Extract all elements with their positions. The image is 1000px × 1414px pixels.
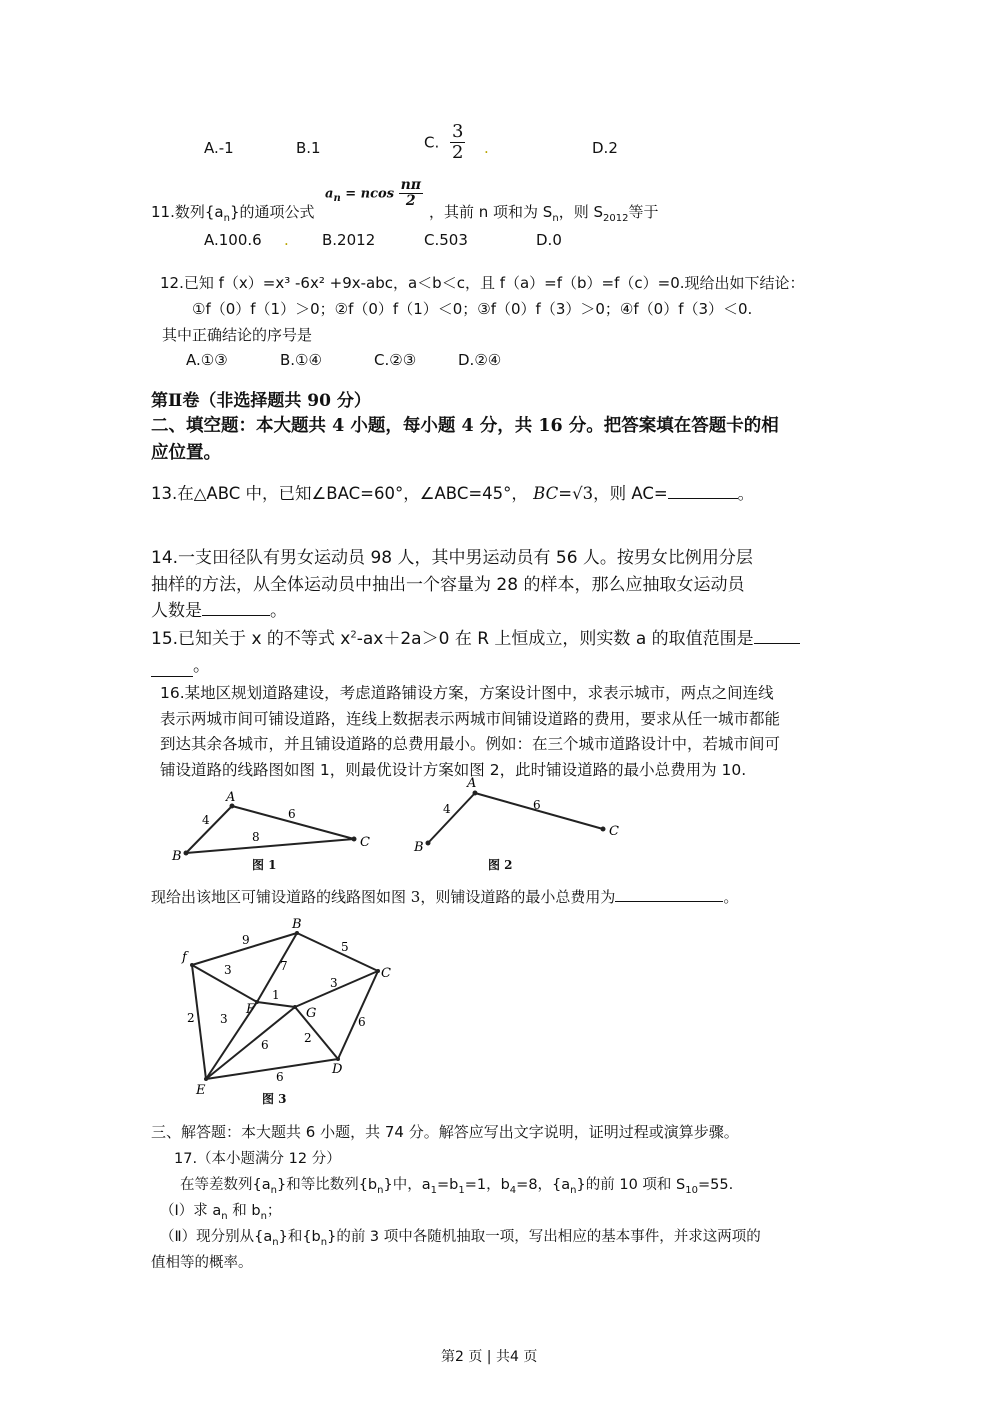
q17-p2c: }的前 3 项中各随机抽取一项，写出相应的基本事件，并求这两项的 bbox=[327, 1229, 761, 1245]
fig1-label-c: C bbox=[360, 835, 370, 850]
q10-option-c-label: C. bbox=[424, 133, 440, 152]
q17-part2 bbox=[160, 1225, 761, 1248]
formula-eq: = ncos bbox=[345, 186, 395, 202]
q16-line3: 到达其余各城市，并且铺设道路的总费用最小。例如：在三个城市道路设计中，若城市间可 bbox=[160, 735, 781, 753]
q13-prefix: 13.在△ABC 中，已知∠BAC=60°，∠ABC=45°， bbox=[151, 484, 528, 503]
section2-line2: 应位置。 bbox=[151, 443, 221, 463]
fig1-weight-ab: 4 bbox=[202, 813, 210, 827]
fig3-weight-EG: 6 bbox=[261, 1038, 269, 1052]
q17-p1a: （Ⅰ）求 a bbox=[160, 1203, 222, 1219]
q17-t8: =55. bbox=[697, 1177, 734, 1193]
fig3-weight-fE: 2 bbox=[187, 1011, 195, 1025]
q13-line bbox=[151, 480, 754, 504]
q17-p2b: }和{b bbox=[278, 1229, 321, 1245]
fig3-weight-FE: 3 bbox=[220, 1012, 228, 1026]
figure-3 bbox=[170, 915, 410, 1105]
q11-suffix3: 等于 bbox=[628, 203, 659, 221]
fig2-caption: 图 2 bbox=[488, 858, 513, 872]
formula-fraction bbox=[399, 178, 423, 210]
fig1-edge-bc bbox=[186, 839, 354, 853]
q15-suffix: -ax＋2a＞0 在 R 上恒成立，则实数 a 的取值范围是 bbox=[356, 629, 754, 649]
fig3-edges bbox=[192, 933, 378, 1079]
fig3-label-c: C bbox=[381, 966, 391, 981]
q17-t2: }和等比数列{b bbox=[276, 1177, 378, 1193]
fraction-denominator: 2 bbox=[405, 193, 416, 210]
q13-bc: BC= bbox=[533, 484, 573, 503]
q15-prefix: 15.已知关于 x 的不等式 x bbox=[151, 629, 351, 649]
q11-prefix: 11.数列{a bbox=[151, 203, 224, 221]
q12-option-d: D.②④ bbox=[458, 351, 502, 369]
q17-part1 bbox=[160, 1199, 281, 1222]
q11-dot: . bbox=[284, 231, 289, 249]
q10-option-c bbox=[424, 122, 465, 163]
q12-option-a: A.①③ bbox=[186, 351, 228, 369]
q15-end: 。 bbox=[193, 656, 210, 676]
fig1-node-b bbox=[184, 851, 189, 856]
q17-t6: =8，{a bbox=[516, 1177, 571, 1193]
q12-option-c: C.②③ bbox=[374, 351, 417, 369]
fig3-weight-fF: 3 bbox=[224, 963, 232, 977]
fig2-node-c bbox=[601, 827, 606, 832]
q11-suffix-sub: n bbox=[552, 213, 559, 224]
part2-title: 第Ⅱ卷（非选择题共 90 分） bbox=[151, 391, 371, 411]
q14-line2: 抽样的方法，从全体运动员中抽出一个容量为 28 的样本，那么应抽取女运动员 bbox=[151, 575, 745, 595]
fig3-weight-GC: 3 bbox=[330, 976, 338, 990]
fig3-weight-GD: 2 bbox=[304, 1031, 312, 1045]
q12-line2: ①f（0）f（1）＞0；②f（0）f（1）＜0；③f（0）f（3）＞0；④f（0）f（3）＜0. bbox=[192, 300, 753, 318]
q17-t7: }的前 10 项和 S bbox=[576, 1177, 686, 1193]
q14-line3-text: 人数是 bbox=[151, 601, 202, 621]
q17-sub-n-3: n bbox=[570, 1184, 577, 1196]
q16-line1: 16.某地区规划道路建设，考虑道路铺设方案，方案设计图中，求表示城市，两点之间连线 bbox=[160, 684, 774, 702]
q15-sup: 2 bbox=[350, 629, 357, 641]
fig3-edge-FG bbox=[257, 1002, 295, 1007]
fig3-weight-BC: 5 bbox=[341, 940, 349, 954]
q14-line1: 14.一支田径队有男女运动员 98 人，其中男运动员有 56 人。按男女比例用分层 bbox=[151, 548, 753, 568]
fig1-caption: 图 1 bbox=[252, 858, 277, 872]
q14-end: 。 bbox=[270, 601, 287, 621]
q12-line3: 其中正确结论的序号是 bbox=[162, 326, 313, 344]
q10-dot: . bbox=[484, 139, 489, 157]
fig3-label-d: D bbox=[332, 1062, 343, 1077]
q17-t3: }中，a bbox=[383, 1177, 431, 1193]
q16-line5-text: 现给出该地区可铺设道路的线路图如图 3，则铺设道路的最小总费用为 bbox=[151, 888, 616, 906]
q17-part2-line2: 值相等的概率。 bbox=[151, 1255, 253, 1271]
q17-p2-sub-a: n bbox=[272, 1236, 279, 1248]
q15-answer-blank-2[interactable] bbox=[151, 656, 193, 677]
q16-line5 bbox=[151, 886, 738, 907]
q14-line3 bbox=[151, 596, 287, 621]
q11-option-a: A.100.6 bbox=[204, 231, 262, 249]
figure-2 bbox=[405, 775, 625, 855]
fig2-edge-ab bbox=[428, 793, 475, 843]
fig3-node-c bbox=[376, 969, 380, 973]
q16-line2: 表示两城市间可铺设道路，连线上数据表示两城市间铺设道路的费用，要求从任一城市都能 bbox=[160, 710, 781, 728]
fig3-label-e: E bbox=[196, 1083, 206, 1098]
fig2-weight-ac: 6 bbox=[533, 798, 541, 812]
q17-p2a: （Ⅱ）现分别从{a bbox=[160, 1229, 273, 1245]
q17-p1-sub-b: n bbox=[260, 1210, 267, 1222]
fig2-label-c: C bbox=[609, 824, 619, 839]
fig1-edges bbox=[186, 806, 354, 853]
q17-p2-sub-b: n bbox=[320, 1236, 328, 1248]
fig3-edge-BC bbox=[297, 933, 378, 971]
q17-sub-n-1: n bbox=[270, 1184, 277, 1196]
fig1-weight-bc: 8 bbox=[252, 830, 260, 844]
q11-option-c: C.503 bbox=[424, 231, 468, 249]
fig3-label-b: B bbox=[292, 917, 302, 932]
fig3-node-f bbox=[190, 963, 194, 967]
q13-sqrt: √3 bbox=[572, 484, 594, 503]
fig3-weight-fB: 9 bbox=[242, 933, 250, 947]
fig2-edges bbox=[428, 793, 603, 843]
q17-t4: =b bbox=[436, 1177, 459, 1193]
fig2-weight-ab: 4 bbox=[443, 802, 451, 816]
q10-fraction bbox=[450, 122, 465, 163]
q17-t5: =1，b bbox=[464, 1177, 510, 1193]
q17-p1b: 和 b bbox=[227, 1203, 261, 1219]
q11-stem bbox=[151, 201, 314, 224]
fig1-label-a: A bbox=[226, 790, 236, 805]
q17-line1 bbox=[180, 1173, 733, 1196]
q10-option-b: B.1 bbox=[296, 139, 321, 157]
fig2-label-a: A bbox=[467, 776, 477, 791]
q10-option-a: A.-1 bbox=[204, 139, 234, 157]
fig3-weight-FB: 7 bbox=[280, 959, 288, 973]
q11-suffix2: ，则 S bbox=[558, 203, 603, 221]
q12-line1: 12.已知 f（x）=x³ -6x² +9x-abc，a＜b＜c，且 f（a）=f（b）=f（c）=0.现给出如下结论： bbox=[160, 274, 805, 292]
q17-p1-sub-a: n bbox=[221, 1210, 228, 1222]
q12-option-b: B.①④ bbox=[280, 351, 322, 369]
q17-p1c: ； bbox=[266, 1203, 282, 1219]
fig3-caption: 图 3 bbox=[262, 1092, 287, 1106]
fraction-numerator: nπ bbox=[400, 177, 421, 193]
fig2-label-b: B bbox=[414, 840, 424, 855]
q13-answer-blank[interactable] bbox=[668, 498, 738, 499]
fig3-edge-GD bbox=[295, 1007, 338, 1059]
fig3-label-f-inner: F bbox=[246, 1002, 256, 1017]
fig3-label-g: G bbox=[306, 1006, 317, 1021]
fig3-weight-CD: 6 bbox=[358, 1015, 366, 1029]
formula-lhs: a bbox=[325, 186, 334, 202]
fig2-node-a bbox=[473, 791, 478, 796]
fig1-node-c bbox=[352, 837, 357, 842]
q11-mid: }的通项公式 bbox=[229, 203, 315, 221]
q11-sub: n bbox=[223, 213, 230, 224]
page-footer: 第2 页 | 共4 页 bbox=[441, 1349, 538, 1365]
q11-stem-suffix bbox=[429, 201, 658, 224]
q16-line4: 铺设道路的线路图如图 1，则最优设计方案如图 2，此时铺设道路的最小总费用为 10. bbox=[160, 761, 747, 779]
fig3-node-d bbox=[336, 1057, 340, 1061]
fig3-node-g bbox=[293, 1005, 297, 1009]
fig3-node-e bbox=[204, 1077, 208, 1081]
fig3-weight-FG: 1 bbox=[272, 988, 280, 1002]
q17-sub-1a: 1 bbox=[430, 1184, 437, 1196]
fraction-numerator: 3 bbox=[452, 121, 464, 142]
q17-header: 17.（本小题满分 12 分） bbox=[174, 1151, 341, 1167]
fraction-denominator: 2 bbox=[452, 141, 464, 163]
q17-sub-1b: 1 bbox=[458, 1184, 465, 1196]
q11-formula bbox=[325, 178, 423, 210]
q13-end: 。 bbox=[737, 484, 755, 503]
q15-line bbox=[151, 624, 800, 649]
q11-s-sub: 2012 bbox=[602, 213, 629, 224]
formula-lhs-sub: n bbox=[333, 192, 341, 204]
q13-suffix: ，则 AC= bbox=[593, 484, 668, 503]
q17-t1: 在等差数列{a bbox=[180, 1177, 271, 1193]
q16-answer-blank[interactable] bbox=[615, 901, 723, 902]
fig1-weight-ac: 6 bbox=[288, 807, 296, 821]
fig1-label-b: B bbox=[172, 849, 182, 864]
q15-line2 bbox=[151, 651, 210, 677]
q17-sub-10: 10 bbox=[685, 1184, 698, 1196]
q17-sub-4: 4 bbox=[509, 1184, 517, 1196]
fig3-node-f-inner bbox=[255, 1000, 259, 1004]
q10-option-d: D.2 bbox=[592, 139, 618, 157]
section2-line1: 二、填空题：本大题共 4 小题，每小题 4 分，共 16 分。把答案填在答题卡的相 bbox=[151, 416, 779, 436]
section3-heading: 三、解答题：本大题共 6 小题，共 74 分。解答应写出文字说明，证明过程或演算步骤。 bbox=[151, 1123, 739, 1141]
fig3-weight-ED: 6 bbox=[276, 1070, 284, 1084]
q16-end: 。 bbox=[723, 888, 739, 906]
q14-answer-blank[interactable] bbox=[202, 615, 270, 616]
q11-option-d: D.0 bbox=[536, 231, 562, 249]
fig3-label-f: f bbox=[182, 950, 187, 965]
q11-option-b: B.2012 bbox=[322, 231, 376, 249]
q17-sub-n-2: n bbox=[377, 1184, 384, 1196]
q11-suffix1: ，其前 n 项和为 S bbox=[429, 203, 553, 221]
q15-answer-blank-1[interactable] bbox=[754, 643, 800, 644]
fig2-node-b bbox=[426, 841, 431, 846]
